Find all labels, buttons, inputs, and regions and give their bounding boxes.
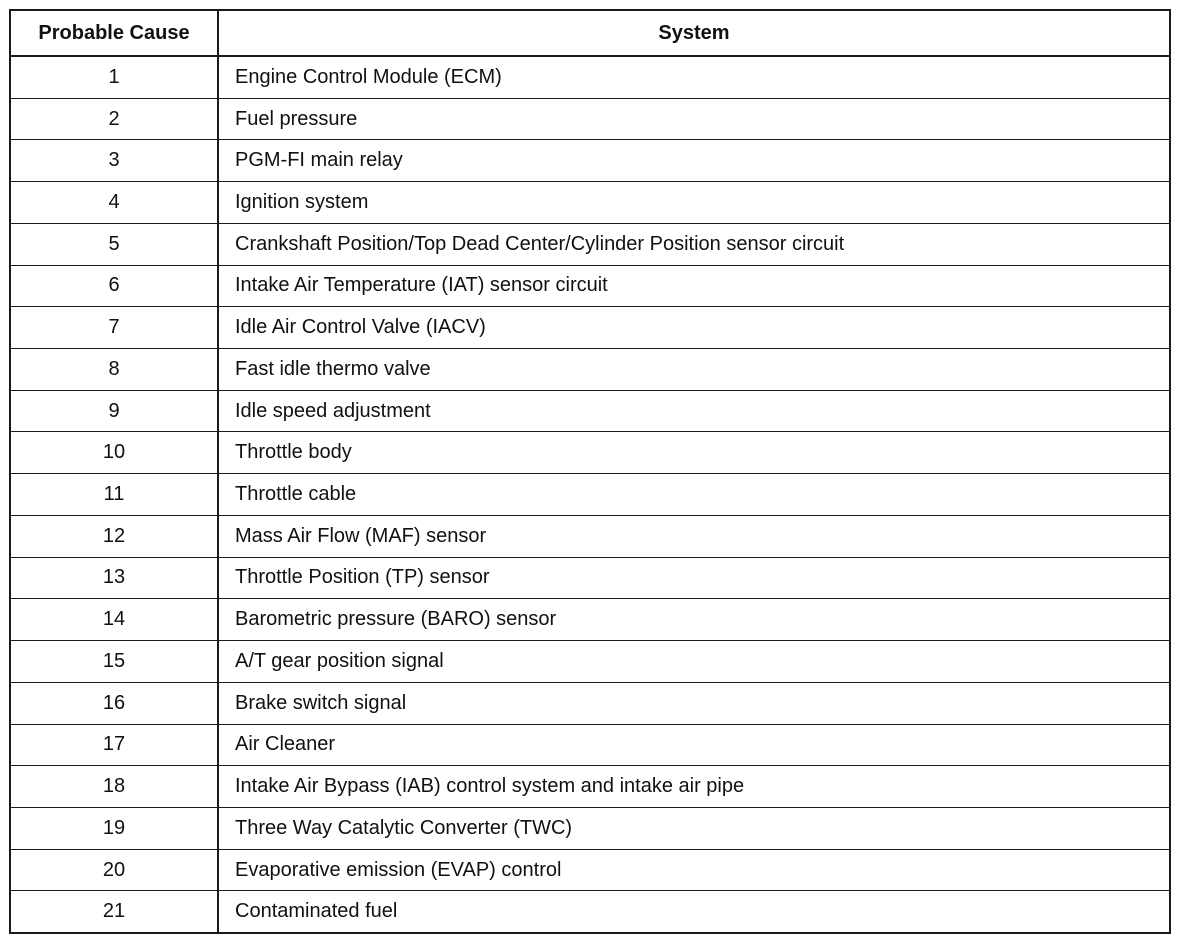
probable-cause-cell: 3 <box>11 140 219 181</box>
system-cell: Throttle cable <box>235 483 357 506</box>
system-cell: Idle Air Control Valve (IACV) <box>235 316 486 339</box>
table-row <box>11 891 1169 932</box>
system-cell: Air Cleaner <box>235 733 336 756</box>
system-cell: Evaporative emission (EVAP) control <box>235 858 562 881</box>
system-cell: Engine Control Module (ECM) <box>235 65 502 88</box>
probable-cause-cell: 7 <box>11 307 219 348</box>
table-row <box>11 516 1169 558</box>
system-cell: Mass Air Flow (MAF) sensor <box>235 524 487 547</box>
system-cell: Ignition system <box>235 191 369 214</box>
table-row <box>11 766 1169 808</box>
probable-cause-cell: 11 <box>11 474 219 515</box>
system-cell: PGM-FI main relay <box>235 149 403 172</box>
probable-cause-cell: 14 <box>11 599 219 640</box>
system-header: System <box>658 21 730 44</box>
probable-cause-cell: 9 <box>11 391 219 432</box>
probable-cause-cell: 10 <box>11 432 219 473</box>
probable-cause-cell: 12 <box>11 516 219 557</box>
table-row <box>11 99 1169 141</box>
system-cell: Fast idle thermo valve <box>235 357 431 380</box>
table-row <box>11 558 1169 600</box>
probable-cause-cell: 18 <box>11 766 219 807</box>
system-cell: Fuel pressure <box>235 107 358 130</box>
table-row <box>11 683 1169 725</box>
table-row <box>11 850 1169 892</box>
probable-cause-cell: 19 <box>11 808 219 849</box>
system-cell: Contaminated fuel <box>235 900 398 923</box>
cause-system-table <box>9 9 1171 934</box>
probable-cause-cell: 1 <box>11 57 219 98</box>
table-row <box>11 599 1169 641</box>
table-row <box>11 266 1169 308</box>
probable-cause-cell: 20 <box>11 850 219 891</box>
probable-cause-header: Probable Cause <box>11 11 219 55</box>
system-cell: Three Way Catalytic Converter (TWC) <box>235 816 573 839</box>
table-row <box>11 725 1169 767</box>
system-cell: A/T gear position signal <box>235 649 444 672</box>
table-row <box>11 349 1169 391</box>
system-cell: Intake Air Temperature (IAT) sensor circuit <box>235 274 608 297</box>
table-row <box>11 391 1169 433</box>
table-row <box>11 57 1169 99</box>
system-cell: Crankshaft Position/Top Dead Center/Cylinder Position sensor circuit <box>235 232 845 255</box>
table-row <box>11 432 1169 474</box>
table-row <box>11 641 1169 683</box>
system-cell: Idle speed adjustment <box>235 399 431 422</box>
table-row <box>11 224 1169 266</box>
system-cell: Throttle body <box>235 441 352 464</box>
probable-cause-cell: 6 <box>11 266 219 307</box>
probable-cause-cell: 16 <box>11 683 219 724</box>
table-header-row <box>11 11 1169 57</box>
system-cell: Barometric pressure (BARO) sensor <box>235 608 557 631</box>
system-cell: Brake switch signal <box>235 691 407 714</box>
probable-cause-cell: 17 <box>11 725 219 766</box>
table-row <box>11 808 1169 850</box>
probable-cause-cell: 15 <box>11 641 219 682</box>
probable-cause-cell: 2 <box>11 99 219 140</box>
probable-cause-cell: 5 <box>11 224 219 265</box>
system-cell: Intake Air Bypass (IAB) control system and intake air pipe <box>235 775 745 798</box>
probable-cause-cell: 13 <box>11 558 219 599</box>
table-row <box>11 140 1169 182</box>
system-cell: Throttle Position (TP) sensor <box>235 566 490 589</box>
table-row <box>11 474 1169 516</box>
probable-cause-cell: 8 <box>11 349 219 390</box>
table-row <box>11 182 1169 224</box>
table-body <box>11 57 1169 932</box>
table-row <box>11 307 1169 349</box>
probable-cause-cell: 21 <box>11 891 219 932</box>
probable-cause-cell: 4 <box>11 182 219 223</box>
